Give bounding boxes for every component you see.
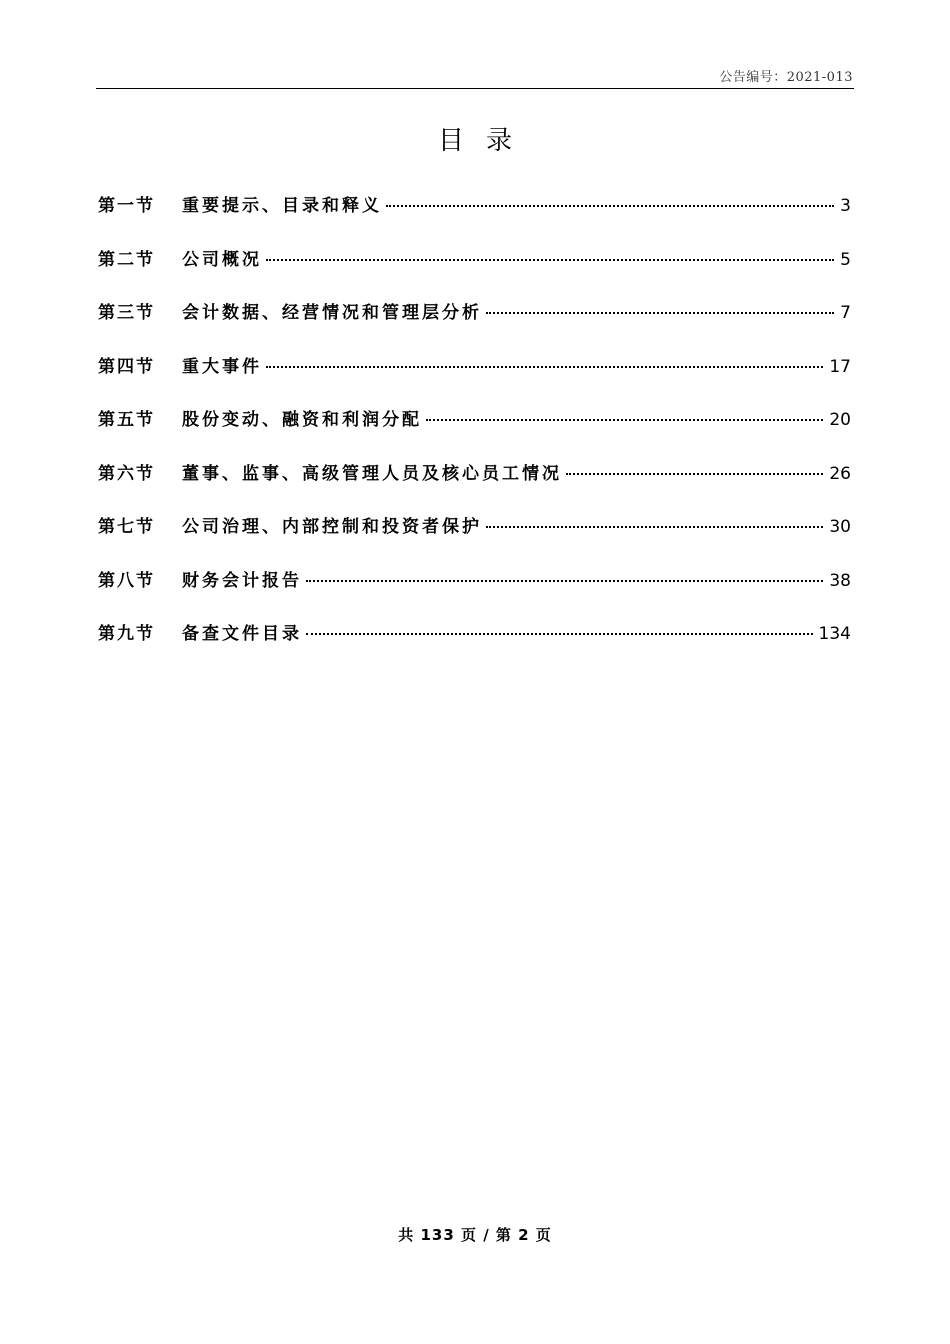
toc-page-number: 3 (840, 196, 851, 216)
toc-section-number: 第一节 (98, 196, 155, 216)
toc-leader-dots (386, 205, 834, 207)
toc-section-title: 备查文件目录 (182, 624, 302, 644)
toc-leader-dots (486, 526, 823, 528)
toc-page-number: 17 (829, 356, 851, 377)
toc-leader-dots (306, 580, 823, 582)
announcement-code: 公告编号：2021-013 (719, 70, 853, 85)
toc-section-title: 公司概况 (182, 249, 262, 270)
toc-page-number: 20 (829, 410, 851, 430)
toc-page-number: 30 (829, 517, 851, 537)
toc-section-number: 第二节 (98, 249, 155, 270)
toc-section-number: 第六节 (98, 463, 155, 484)
toc-entry-9[interactable] (98, 620, 851, 674)
toc-entry-1[interactable] (98, 192, 851, 246)
header-divider (96, 88, 854, 89)
toc-leader-dots (566, 473, 823, 475)
toc-section-title: 公司治理、内部控制和投资者保护 (182, 517, 482, 537)
toc-section-title: 财务会计报告 (182, 570, 302, 591)
toc-page-number: 7 (840, 303, 851, 323)
toc-section-number: 第五节 (98, 410, 155, 430)
toc-leader-dots (486, 312, 834, 314)
toc-section-number: 第七节 (98, 517, 155, 537)
toc-entry-7[interactable] (98, 513, 851, 567)
toc-entry-3[interactable] (98, 299, 851, 353)
toc-section-number: 第八节 (98, 570, 155, 591)
toc-page-number: 38 (829, 570, 851, 591)
toc-section-number: 第九节 (98, 624, 155, 644)
toc-entry-6[interactable] (98, 460, 851, 514)
toc-section-title: 董事、监事、高级管理人员及核心员工情况 (182, 463, 562, 484)
toc-section-title: 会计数据、经营情况和管理层分析 (182, 303, 482, 323)
toc-section-title: 股份变动、融资和利润分配 (182, 410, 422, 430)
toc-leader-dots (266, 366, 823, 368)
toc-page-number: 26 (829, 463, 851, 484)
toc-page-number: 5 (840, 249, 851, 270)
toc-leader-dots (426, 419, 823, 421)
toc-page-number: 134 (818, 624, 851, 644)
toc-leader-dots (306, 633, 813, 635)
toc-entry-2[interactable] (98, 246, 851, 300)
table-of-contents (98, 192, 851, 674)
toc-entry-8[interactable] (98, 567, 851, 621)
toc-section-number: 第四节 (98, 356, 155, 377)
toc-entry-5[interactable] (98, 406, 851, 460)
page-title: 目录 (437, 126, 534, 156)
toc-section-title: 重要提示、目录和释义 (182, 196, 382, 216)
toc-leader-dots (266, 259, 834, 261)
toc-entry-4[interactable] (98, 353, 851, 407)
toc-section-title: 重大事件 (182, 356, 262, 377)
page-footer: 共 133 页 / 第 2 页 (398, 1226, 552, 1244)
toc-section-number: 第三节 (98, 303, 155, 323)
